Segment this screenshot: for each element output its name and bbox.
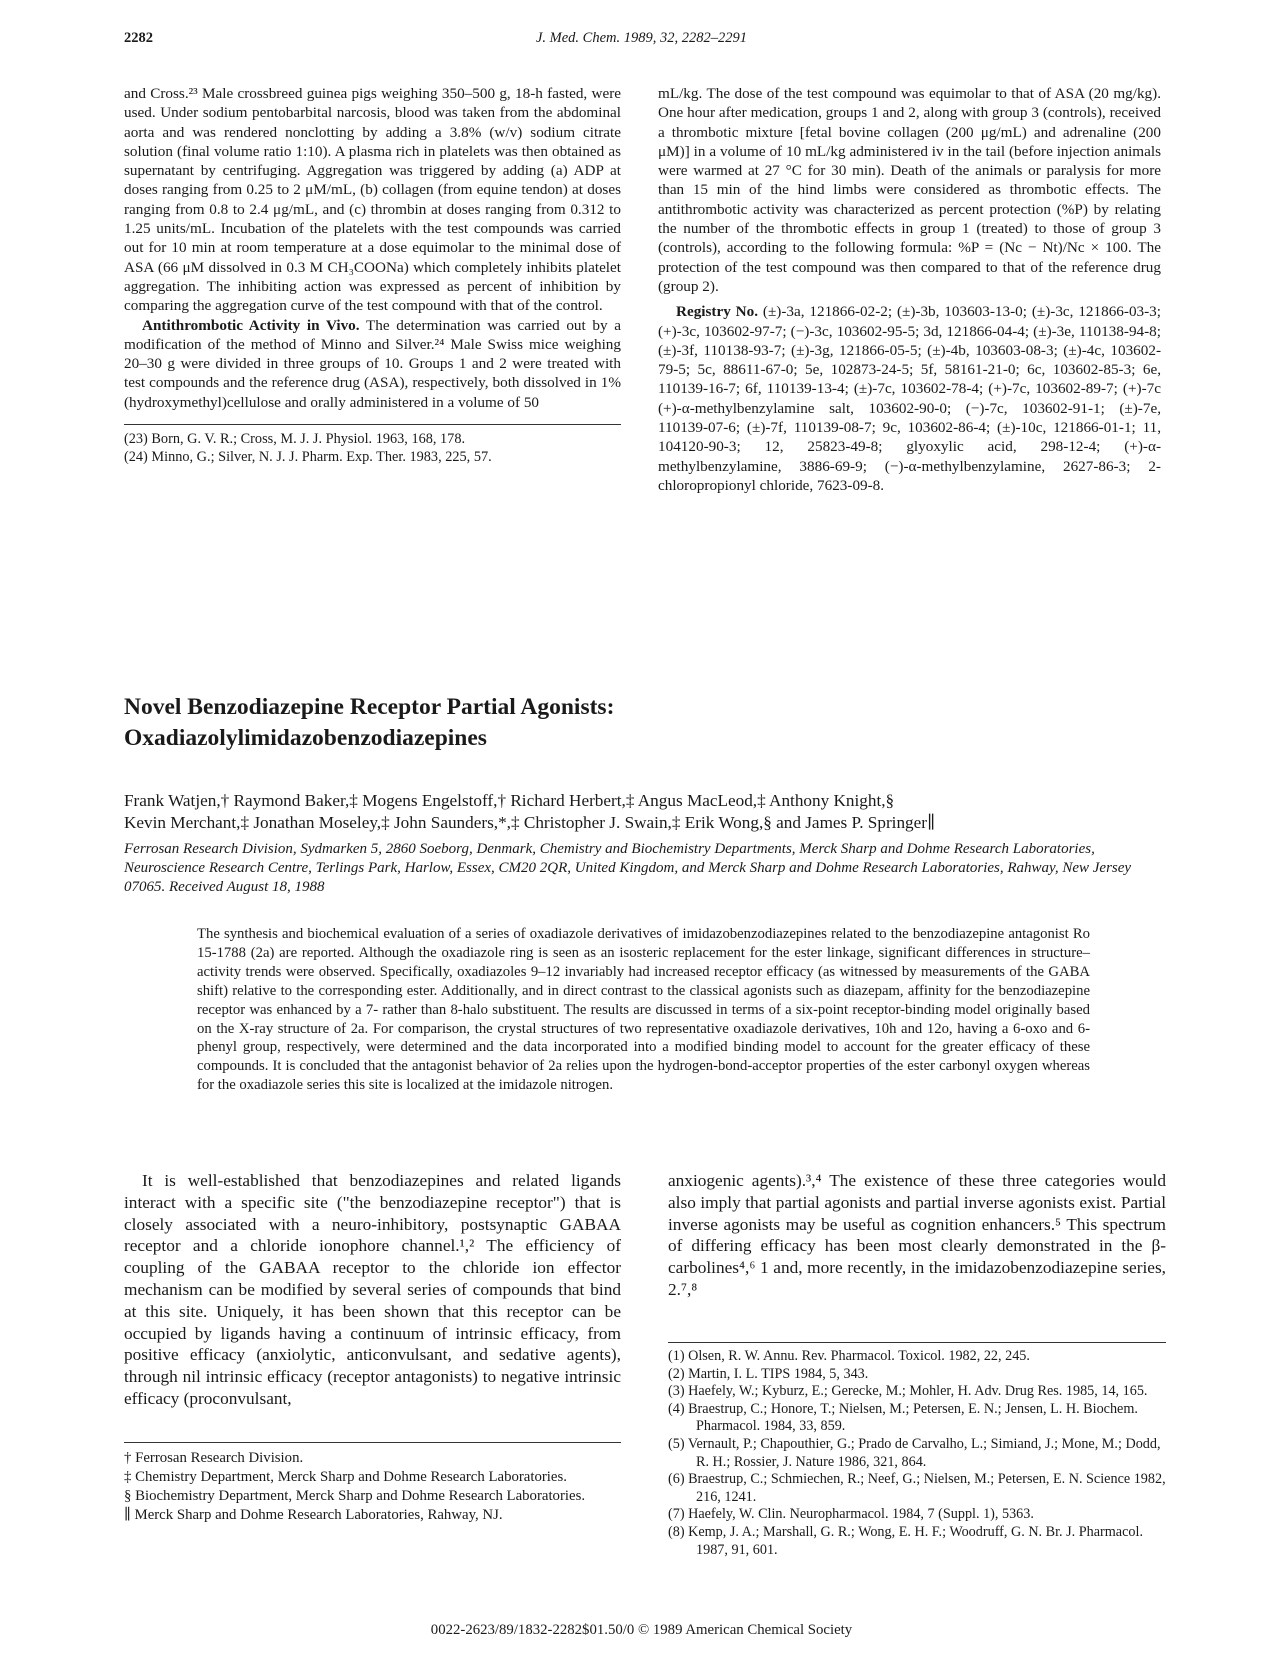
prev-article-right-paragraph: mL/kg. The dose of the test compound was equimolar to that of ASA (20 mg/kg). One hour after medication, groups 1 and 2, along with group 3 (controls), received a thrombotic mixture [fetal bovine collagen (200 μg/mL) and adrenaline (200 μM)] in a volume of 10 mL/kg administered iv in the tail (before injection animals were warmed at 27 °C for 30 min). Death of the animals or paralysis for more than 15 min of the hind limbs were considered as thrombotic effects. The antithrombotic activity was characterized as percent protection (%P) by relating the number of the thrombotic effects in group 1 (treated) to those of group 3 (controls), according to the following formula: %P = (Nc − Nt)/Nc × 100. The protection of the test compound was then compared to that of the reference drug (group 2).: [658, 85, 1161, 295]
authors-line-1: Frank Watjen,† Raymond Baker,‡ Mogens Engelstoff,† Richard Herbert,‡ Angus MacLeod,‡ Anthony Knight,§: [124, 791, 895, 810]
reference-3: (3) Haefely, W.; Kyburz, E.; Gerecke, M.; Mohler, H. Adv. Drug Res. 1985, 14, 165.: [668, 1383, 1148, 1400]
reference-5: (5) Vernault, P.; Chapouthier, G.; Prado de Carvalho, L.; Simiand, J.; Mone, M.; Dodd, R. H.; Rossier, J. Nature 1986, 321, 864.: [668, 1435, 1161, 1470]
reference-1: (1) Olsen, R. W. Annu. Rev. Pharmacol. Toxicol. 1982, 22, 245.: [668, 1348, 1030, 1364]
footnote-rule: [124, 424, 621, 425]
author-list: [124, 790, 1174, 834]
title-line-2: Oxadiazolylimidazobenzodiazepines: [124, 725, 487, 751]
prev-article-left-column: [124, 84, 621, 467]
reference-8: (8) Kemp, J. A.; Marshall, G. R.; Wong, E. H. F.; Woodruff, G. N. Br. J. Pharmacol. 1987, 91, 601.: [668, 1523, 1143, 1558]
reference-24: (24) Minno, G.; Silver, N. J. J. Pharm. Exp. Ther. 1983, 225, 57.: [124, 449, 492, 466]
reference-7: (7) Haefely, W. Clin. Neuropharmacol. 1984, 7 (Suppl. 1), 5363.: [668, 1506, 1034, 1523]
authors-line-2: Kevin Merchant,‡ Jonathan Moseley,‡ John Saunders,*,‡ Christopher J. Swain,‡ Erik Wong,§ and James P. Springer∥: [124, 813, 935, 832]
abstract: The synthesis and biochemical evaluation of a series of oxadiazole derivatives of imidazobenzodiazepines related to the benzodiazepine antagonist Ro 15-1788 (2a) are reported. Although the oxadiazole ring is seen as an isosteric replacement for the ester linkage, significant differences in structure–activity trends were observed. Specifically, oxadiazoles 9–12 invariably had increased receptor efficacy (as witnessed by measurements of the GABA shift) relative to the corresponding ester. Additionally, and in direct contrast to the classical agonists such as diazepam, affinity for the benzodiazepine receptor was enhanced by a 7- rather than 8-halo substituent. The results are discussed in terms of a six-point receptor-binding model originally based on the X-ray structure of 2a. For comparison, the crystal structures of two representative oxadiazole derivatives, 10h and 12o, having a 6-oxo and 6-phenyl group, respectively, were determined and the data incorporated into a modified binding model to account for the greater efficacy of these compounds. It is concluded that the antagonist behavior of 2a relies upon the hydrogen-bond-acceptor properties of the ester carbonyl oxygen whereas for the oxadiazole series this site is localized at the imidazole nitrogen.: [197, 926, 1090, 1094]
page-number: 2282: [124, 30, 153, 46]
affiliation: Ferrosan Research Division, Sydmarken 5, 2860 Soeborg, Denmark, Chemistry and Biochemistry Departments, Merck Sharp and Dohme Research Laboratories, Neuroscience Research Centre, Terlings Park, Harlow, Essex, CM20 2QR, United Kingdom, and Merck Sharp and Dohme Research Laboratories, Rahway, New Jersey 07065. Received August 18, 1988: [124, 841, 1132, 895]
affiliation-footnotes: [124, 1449, 621, 1525]
footnote-rule: [124, 1442, 621, 1443]
references-rule: [668, 1342, 1166, 1343]
antithrombotic-paragraph: [124, 316, 621, 412]
prev-article-right-column: [658, 84, 1161, 495]
article-title: [124, 692, 1164, 754]
reference-list: [668, 1348, 1166, 1559]
intro-paragraph: It is well-established that benzodiazepines and related ligands interact with a specific site ("the benzodiazepine receptor") that is closely associated with a neuro-inhibitory, postsynaptic GABAA receptor and a chloride ionophore channel.¹,² The efficiency of coupling of the GABAA receptor to the chloride ion effector mechanism can be modified by several series of compounds that bind at this site. Uniquely, it has been shown that this receptor can be occupied by ligands having a continuum of intrinsic efficacy, from positive efficacy (anxiolytic, anticonvulsant, and sedative agents), through nil intrinsic efficacy (receptor antagonists) to negative intrinsic efficacy (proconvulsant,: [124, 1171, 621, 1408]
registry-heading: Registry No.: [676, 303, 759, 321]
registry-paragraph: [658, 302, 1161, 495]
copyright-line: 0022-2623/89/1832-2282$01.50/0 © 1989 American Chemical Society: [430, 1622, 853, 1638]
reference-23: (23) Born, G. V. R.; Cross, M. J. J. Physiol. 1963, 168, 178.: [124, 431, 466, 448]
footnote-dagger: † Ferrosan Research Division.: [124, 1450, 304, 1466]
footnote-parallel: ∥ Merck Sharp and Dohme Research Laboratories, Rahway, NJ.: [124, 1506, 503, 1523]
footnote-section: § Biochemistry Department, Merck Sharp and Dohme Research Laboratories.: [124, 1487, 586, 1504]
antithrombotic-text: The determination was carried out by a modification of the method of Minno and Silver.²⁴ Male Swiss mice weighing 20–30 g were divided in three groups of 10. Groups 1 and 2 were treated with test compounds and the reference drug (ASA), respectively, both dissolved in 1% (hydroxymethyl)cellulose and orally administered in a volume of 50: [124, 316, 621, 411]
prev-article-paragraph: and Cross.²³ Male crossbreed guinea pigs weighing 350–500 g, 18-h fasted, were used. Under sodium pentobarbital narcosis, blood was taken from the abdominal aorta and was rendered nonclotting by adding a 3.8% (w/v) sodium citrate solution (final volume ratio 1:10). A plasma rich in platelets was then obtained as supernatant by centrifuging. Aggregation was triggered by adding (a) ADP at doses ranging from 0.25 to 2 μM/mL, (b) collagen (from equine tendon) at doses ranging from 0.8 to 2.4 μg/mL, and (c) thrombin at doses ranging from 0.312 to 1.25 units/mL. Incubation of the platelets with the test compounds was carried out for 10 min at room temperature at a dose equimolar to the minimal dose of ASA (66 μM dissolved in 0.3 M CH₃COONa) which completely inhibits platelet aggregation. The inhibiting action was expressed as percent of inhibition by comparing the aggregation curve of the test compound with that of the control.: [124, 85, 621, 315]
reference-6: (6) Braestrup, C.; Schmiechen, R.; Neef, G.; Nielsen, M.; Petersen, E. N. Science 1982, 216, 1241.: [668, 1471, 1166, 1505]
reference-4: (4) Braestrup, C.; Honore, T.; Nielsen, M.; Petersen, E. N.; Jensen, L. H. Biochem. Pharmacol. 1984, 33, 859.: [668, 1400, 1138, 1435]
reference-2: (2) Martin, I. L. TIPS 1984, 5, 343.: [668, 1365, 869, 1382]
body-left-column: [124, 1170, 621, 1410]
intro-paragraph-continued: anxiogenic agents).³,⁴ The existence of these three categories would also imply that partial agonists and partial inverse agonists exist. Partial inverse agonists may be useful as cognition enhancers.⁵ This spectrum of differing efficacy has been most clearly demonstrated in the β-carbolines⁴,⁶ 1 and, more recently, in the imidazobenzodiazepine series, 2.⁷,⁸: [668, 1171, 1166, 1299]
footnote-double-dagger: ‡ Chemistry Department, Merck Sharp and Dohme Research Laboratories.: [124, 1468, 567, 1485]
journal-citation: J. Med. Chem. 1989, 32, 2282–2291: [535, 30, 748, 46]
registry-text: (±)-3a, 121866-02-2; (±)-3b, 103603-13-0; (±)-3c, 121866-03-3; (+)-3c, 103602-97-7; (−)-3c, 103602-95-5; 3d, 121866-04-4; (±)-3e, 110138-94-8; (±)-3f, 110138-93-7; (±)-3g, 121866-05-5; (±)-4b, 103603-08-3; (±)-4c, 103602-79-5; 5c, 88611-67-0; 5e, 102873-24-5; 5f, 58161-21-0; 6c, 103602-85-3; 6e, 110139-16-7; 6f, 110139-13-4; (±)-7c, 103602-78-4; (+)-7c, 103602-89-7; (+)-7c (+)-α-methylbenzylamine salt, 103602-90-0; (−)-7c, 103602-91-1; (±)-7e, 110139-07-6; (±)-7f, 110139-08-7; 9c, 103602-86-4; (±)-10c, 121866-01-1; 11, 104120-90-3; 12, 25823-49-8; glyoxylic acid, 298-12-4; (+)-α-methylbenzylamine, 3886-69-9; (−)-α-methylbenzylamine, 2627-86-3; 2-chloropropionyl chloride, 7623-09-8.: [658, 303, 1161, 494]
body-right-column: [668, 1170, 1166, 1301]
prev-article-refs: [124, 430, 621, 467]
title-line-1: Novel Benzodiazepine Receptor Partial Agonists:: [124, 694, 615, 720]
antithrombotic-heading: Antithrombotic Activity in Vivo.: [142, 316, 360, 334]
